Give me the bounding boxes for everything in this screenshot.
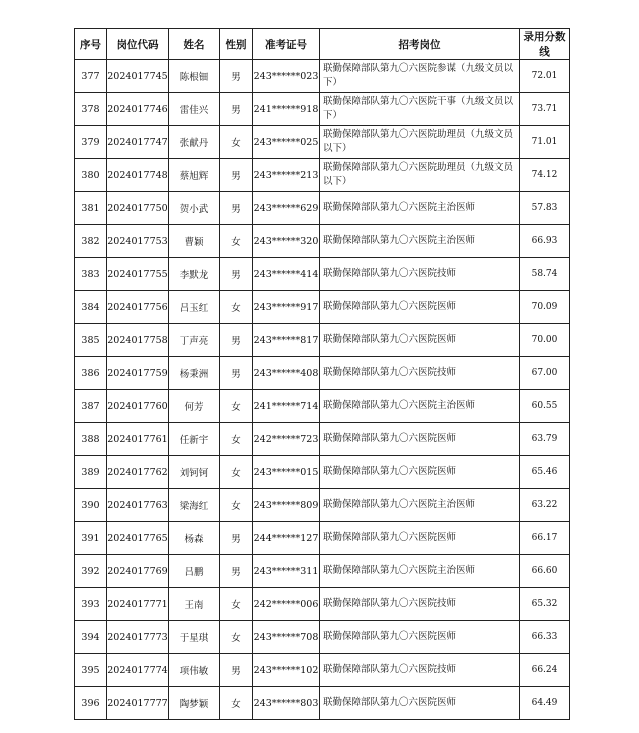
cell-post: 联勤保障部队第九〇六医院医师: [320, 456, 520, 489]
cell-code: 2024017765: [107, 522, 169, 555]
cell-exam-id: 243******023: [253, 60, 320, 93]
cell-gender: 女: [220, 687, 253, 720]
cell-code: 2024017747: [107, 126, 169, 159]
cell-name: 陶梦颖: [169, 687, 220, 720]
cell-gender: 女: [220, 390, 253, 423]
cell-code: 2024017753: [107, 225, 169, 258]
cell-exam-id: 243******025: [253, 126, 320, 159]
cell-name: 曹颖: [169, 225, 220, 258]
cell-exam-id: 243******311: [253, 555, 320, 588]
cell-post: 联勤保障部队第九〇六医院干事（九级文员以下）: [320, 93, 520, 126]
cell-code: 2024017759: [107, 357, 169, 390]
cell-score: 66.33: [520, 621, 570, 654]
cell-post: 联勤保障部队第九〇六医院助理员（九级文员以下）: [320, 159, 520, 192]
cell-code: 2024017745: [107, 60, 169, 93]
cell-code: 2024017774: [107, 654, 169, 687]
cell-no: 380: [75, 159, 107, 192]
header-row: [75, 29, 570, 60]
cell-score: 63.22: [520, 489, 570, 522]
header-post: 招考岗位: [320, 29, 520, 60]
header-score: 录用分数线: [520, 29, 570, 60]
cell-gender: 男: [220, 159, 253, 192]
table-row: [75, 93, 570, 126]
header-no: 序号: [75, 29, 107, 60]
table-row: [75, 225, 570, 258]
cell-score: 57.83: [520, 192, 570, 225]
cell-name: 丁声亮: [169, 324, 220, 357]
cell-gender: 男: [220, 192, 253, 225]
cell-name: 杨秉洲: [169, 357, 220, 390]
cell-post: 联勤保障部队第九〇六医院医师: [320, 522, 520, 555]
cell-no: 395: [75, 654, 107, 687]
cell-exam-id: 241******714: [253, 390, 320, 423]
cell-code: 2024017760: [107, 390, 169, 423]
table-row: [75, 522, 570, 555]
table-row: [75, 687, 570, 720]
cell-code: 2024017777: [107, 687, 169, 720]
cell-exam-id: 243******213: [253, 159, 320, 192]
table-row: [75, 192, 570, 225]
cell-name: 吕鹏: [169, 555, 220, 588]
cell-post: 联勤保障部队第九〇六医院主治医师: [320, 489, 520, 522]
cell-gender: 女: [220, 489, 253, 522]
cell-name: 于星琪: [169, 621, 220, 654]
table-row: [75, 291, 570, 324]
cell-exam-id: 242******006: [253, 588, 320, 621]
cell-name: 刘钶钶: [169, 456, 220, 489]
table-row: [75, 126, 570, 159]
cell-name: 王南: [169, 588, 220, 621]
cell-post: 联勤保障部队第九〇六医院助理员（九级文员以下）: [320, 126, 520, 159]
cell-gender: 女: [220, 456, 253, 489]
cell-name: 任新宇: [169, 423, 220, 456]
cell-gender: 女: [220, 291, 253, 324]
cell-post: 联勤保障部队第九〇六医院技师: [320, 357, 520, 390]
cell-gender: 女: [220, 423, 253, 456]
table-row: [75, 60, 570, 93]
cell-score: 66.24: [520, 654, 570, 687]
cell-score: 72.01: [520, 60, 570, 93]
cell-no: 378: [75, 93, 107, 126]
cell-name: 贺小武: [169, 192, 220, 225]
cell-post: 联勤保障部队第九〇六医院技师: [320, 258, 520, 291]
cell-code: 2024017769: [107, 555, 169, 588]
cell-name: 蔡旭辉: [169, 159, 220, 192]
cell-name: 张献丹: [169, 126, 220, 159]
cell-score: 58.74: [520, 258, 570, 291]
cell-score: 73.71: [520, 93, 570, 126]
cell-gender: 男: [220, 60, 253, 93]
table-row: [75, 456, 570, 489]
cell-no: 385: [75, 324, 107, 357]
cell-post: 联勤保障部队第九〇六医院主治医师: [320, 390, 520, 423]
cell-post: 联勤保障部队第九〇六医院医师: [320, 423, 520, 456]
cell-code: 2024017771: [107, 588, 169, 621]
cell-post: 联勤保障部队第九〇六医院技师: [320, 654, 520, 687]
cell-code: 2024017750: [107, 192, 169, 225]
cell-post: 联勤保障部队第九〇六医院医师: [320, 687, 520, 720]
cell-no: 382: [75, 225, 107, 258]
cell-score: 65.32: [520, 588, 570, 621]
cell-score: 70.00: [520, 324, 570, 357]
cell-post: 联勤保障部队第九〇六医院医师: [320, 621, 520, 654]
cell-exam-id: 243******408: [253, 357, 320, 390]
table-body: [75, 60, 570, 720]
table-row: [75, 159, 570, 192]
cell-post: 联勤保障部队第九〇六医院医师: [320, 324, 520, 357]
cell-gender: 男: [220, 654, 253, 687]
cell-gender: 女: [220, 126, 253, 159]
header-code: 岗位代码: [107, 29, 169, 60]
cell-no: 387: [75, 390, 107, 423]
cell-gender: 男: [220, 93, 253, 126]
cell-score: 64.49: [520, 687, 570, 720]
cell-exam-id: 243******629: [253, 192, 320, 225]
cell-gender: 女: [220, 588, 253, 621]
cell-score: 60.55: [520, 390, 570, 423]
cell-no: 381: [75, 192, 107, 225]
table-row: [75, 423, 570, 456]
cell-exam-id: 243******708: [253, 621, 320, 654]
cell-gender: 男: [220, 258, 253, 291]
cell-no: 386: [75, 357, 107, 390]
header-name: 姓名: [169, 29, 220, 60]
cell-exam-id: 243******809: [253, 489, 320, 522]
cell-no: 389: [75, 456, 107, 489]
table-row: [75, 621, 570, 654]
cell-gender: 女: [220, 225, 253, 258]
cell-no: 377: [75, 60, 107, 93]
table-row: [75, 555, 570, 588]
cell-no: 383: [75, 258, 107, 291]
cell-post: 联勤保障部队第九〇六医院主治医师: [320, 555, 520, 588]
cell-exam-id: 243******817: [253, 324, 320, 357]
cell-gender: 男: [220, 522, 253, 555]
cell-gender: 男: [220, 555, 253, 588]
cell-exam-id: 243******917: [253, 291, 320, 324]
cell-code: 2024017748: [107, 159, 169, 192]
results-table: [74, 28, 570, 720]
cell-name: 项伟敏: [169, 654, 220, 687]
cell-code: 2024017758: [107, 324, 169, 357]
cell-post: 联勤保障部队第九〇六医院主治医师: [320, 192, 520, 225]
cell-post: 联勤保障部队第九〇六医院医师: [320, 291, 520, 324]
cell-code: 2024017746: [107, 93, 169, 126]
cell-no: 379: [75, 126, 107, 159]
cell-name: 李默龙: [169, 258, 220, 291]
cell-exam-id: 243******803: [253, 687, 320, 720]
cell-code: 2024017755: [107, 258, 169, 291]
cell-score: 63.79: [520, 423, 570, 456]
table-row: [75, 654, 570, 687]
cell-score: 70.09: [520, 291, 570, 324]
table-row: [75, 324, 570, 357]
cell-score: 71.01: [520, 126, 570, 159]
cell-score: 67.00: [520, 357, 570, 390]
cell-post: 联勤保障部队第九〇六医院主治医师: [320, 225, 520, 258]
cell-no: 396: [75, 687, 107, 720]
header-exam-id: 准考证号: [253, 29, 320, 60]
cell-name: 杨森: [169, 522, 220, 555]
cell-gender: 男: [220, 324, 253, 357]
cell-exam-id: 244******127: [253, 522, 320, 555]
cell-score: 66.60: [520, 555, 570, 588]
cell-code: 2024017761: [107, 423, 169, 456]
cell-name: 陈根钿: [169, 60, 220, 93]
table-row: [75, 489, 570, 522]
cell-no: 384: [75, 291, 107, 324]
cell-code: 2024017763: [107, 489, 169, 522]
cell-exam-id: 243******102: [253, 654, 320, 687]
table-row: [75, 357, 570, 390]
cell-post: 联勤保障部队第九〇六医院参谋（九级文员以下）: [320, 60, 520, 93]
cell-no: 393: [75, 588, 107, 621]
table-row: [75, 588, 570, 621]
cell-exam-id: 243******414: [253, 258, 320, 291]
cell-code: 2024017756: [107, 291, 169, 324]
cell-gender: 男: [220, 357, 253, 390]
cell-no: 392: [75, 555, 107, 588]
cell-score: 65.46: [520, 456, 570, 489]
header-gender: 性别: [220, 29, 253, 60]
cell-name: 何芳: [169, 390, 220, 423]
cell-score: 74.12: [520, 159, 570, 192]
cell-no: 388: [75, 423, 107, 456]
cell-no: 390: [75, 489, 107, 522]
cell-post: 联勤保障部队第九〇六医院技师: [320, 588, 520, 621]
cell-name: 梁海红: [169, 489, 220, 522]
cell-name: 雷佳兴: [169, 93, 220, 126]
cell-score: 66.17: [520, 522, 570, 555]
cell-exam-id: 243******015: [253, 456, 320, 489]
cell-exam-id: 242******723: [253, 423, 320, 456]
cell-exam-id: 243******320: [253, 225, 320, 258]
cell-gender: 女: [220, 621, 253, 654]
cell-no: 391: [75, 522, 107, 555]
cell-name: 吕玉红: [169, 291, 220, 324]
cell-code: 2024017762: [107, 456, 169, 489]
table-row: [75, 390, 570, 423]
cell-score: 66.93: [520, 225, 570, 258]
cell-no: 394: [75, 621, 107, 654]
cell-code: 2024017773: [107, 621, 169, 654]
cell-exam-id: 241******918: [253, 93, 320, 126]
table-row: [75, 258, 570, 291]
